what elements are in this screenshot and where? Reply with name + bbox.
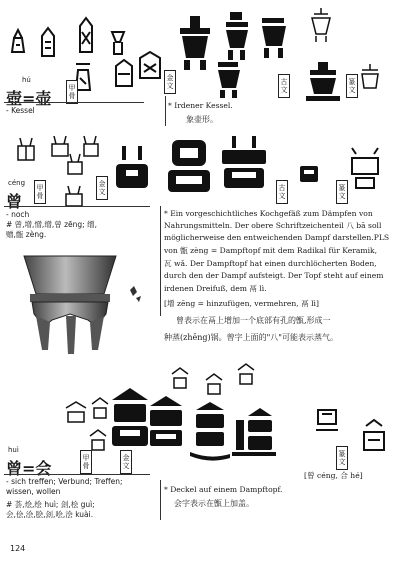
gloss-ceng: - noch [6,210,30,219]
tag-guwen-ceng: 古 文 [276,180,288,204]
glyph-ceng-4 [84,136,98,156]
vrule-hu [165,96,166,126]
glyph-hu-2 [42,28,54,56]
headword-hu: 壺=壶 [6,89,52,108]
glyph-hu-bronze-1 [180,16,210,70]
rule-hui [4,474,150,475]
gloss-hui-line-2: wissen, wollen [6,487,61,496]
glyph-ceng-5 [66,186,82,206]
chinese-ceng-line-2: 种蒸(zhēng)锅。曾字上面的"八"可能表示蒸气。 [164,333,338,342]
glyph-hui-5 [206,374,222,394]
glyph-hu-zhuan [306,62,340,101]
glyph-hui-bronze-2 [150,396,182,446]
glyph-hui-bronze-3 [190,402,230,461]
pinyin-hui: huì [8,446,19,454]
glyph-hui-zhuan [364,420,384,450]
tag-guwen-hu: 古 文 [278,74,290,98]
description-ceng-line-3: möglicherweise den entweichenden Dampf darstellen.PLS [164,233,390,242]
tag-jinwen-hui: 金 文 [120,450,132,474]
glyph-hui-bronze-1 [112,388,148,446]
description-ceng-line-4: von 甑 zèng = Dampftopf mit dem Radikal für Keramik, [164,246,378,255]
derived-ceng-line-2: 赠,甑 zèng. [6,230,47,239]
description-hui: * Deckel auf einem Dampftopf. [164,485,283,494]
chinese-hu: 象壶形。 [186,115,218,124]
glyph-hui-3 [90,430,106,450]
derived-hui-line-1: # 荟,烩,绘 huì; 刽,桧 guì; [6,500,95,509]
description-hu: * Irdener Kessel. [168,101,233,110]
glyph-hui-bronze-4 [232,408,276,456]
tag-jiagu-ceng: 甲 骨 [34,180,46,204]
tag-jinwen-hu: 金 文 [164,70,176,94]
glyph-hu-small [362,64,378,88]
glyph-ceng-guwen [300,166,318,182]
vrule-ceng [160,206,161,316]
tag-zhuan-ceng: 篆 文 [336,180,348,204]
tag-zhuan-hui: 篆 文 [336,446,348,470]
glyph-ceng-1 [18,138,34,160]
glyph-hu-5 [76,64,90,90]
glyph-ceng-bronze-1 [116,146,148,188]
vrule-hui [160,480,161,520]
glyph-hu-7 [140,52,160,78]
glyph-hu-bronze-2 [226,12,248,60]
glyph-ceng-2 [52,136,68,156]
tag-zhuan-hu: 篆 文 [346,74,358,98]
gloss-hui-line-1: - sich treffen; Verbund; Treffen; [6,477,123,486]
description-ceng-line-2: Nahrungsmitteln. Der obere Schriftzeichenteil 八 bā soll [164,221,382,230]
description-ceng-line-5: 瓦 wǎ. Der Dampftopf hat einen durchlöcherten Boden, [164,259,377,268]
glyph-ceng-bronze-2 [168,140,210,192]
glyph-hui-guwen [316,410,338,430]
glyph-hui-1 [66,402,86,422]
glyph-hu-4 [112,32,124,54]
glyph-hu-guwen [312,8,330,42]
glyph-hui-6 [238,364,254,384]
glyph-hui-4 [172,368,188,388]
page-number: 124 [10,544,26,553]
glyph-hui-2 [92,398,108,418]
pinyin-ceng: céng [8,179,26,187]
glyph-hu-3 [80,18,92,52]
headword-hui: 曾=会 [6,459,52,478]
steamer-vessel-illustration [10,250,150,360]
headword-ceng: 曾 [6,192,23,211]
tag-jiagu-hu: 甲 骨 [66,80,78,104]
pinyin-hu: hú [22,76,31,84]
description-ceng-line-6: durch den der Dampf aufsteigt. Der Topf steht auf einem [164,271,384,280]
description-ceng-line-7: irdenen Dreifuß, dem 鬲 lì. [164,284,267,293]
gloss-hui [6,477,123,497]
derived-ceng-line-1: # 曾,增,憎,缯,曾 zēng; 缯, [6,220,97,229]
description-ceng-line-8: [增 zēng = hinzufügen, vermehren, 鬲 lì] [164,299,319,308]
gloss-hu: - Kessel [6,106,35,115]
glyph-hu-1 [12,30,24,52]
rule-hu [4,102,144,103]
glyph-hu-6 [116,60,132,86]
bracket-hui: [曾 céng, 合 hé] [304,471,363,480]
glyph-ceng-bronze-3 [222,136,266,188]
glyph-ceng-3 [68,154,82,174]
rule-ceng [4,206,150,207]
tag-jinwen-ceng: 金 文 [96,176,108,200]
derived-ceng [6,220,97,240]
description-ceng-line-1: * Ein vorgeschichtliches Kochgefäß zum Dämpfen von [164,209,373,218]
derived-hui-line-2: 会,侩,浍,脍,刽,哙,浍 kuài. [6,510,94,519]
derived-hui [6,500,95,520]
chinese-ceng-line-1: 曾表示在鬲上增加一个底部有孔的甑,形成一 [176,316,331,325]
glyph-ceng-zhuan [352,148,378,188]
chinese-hui: 会字表示在甑上加盖。 [174,499,254,508]
glyph-hu-bronze-4 [218,62,240,98]
glyph-hu-bronze-3 [262,18,286,58]
tag-jiagu-hui: 甲 骨 [80,450,92,474]
